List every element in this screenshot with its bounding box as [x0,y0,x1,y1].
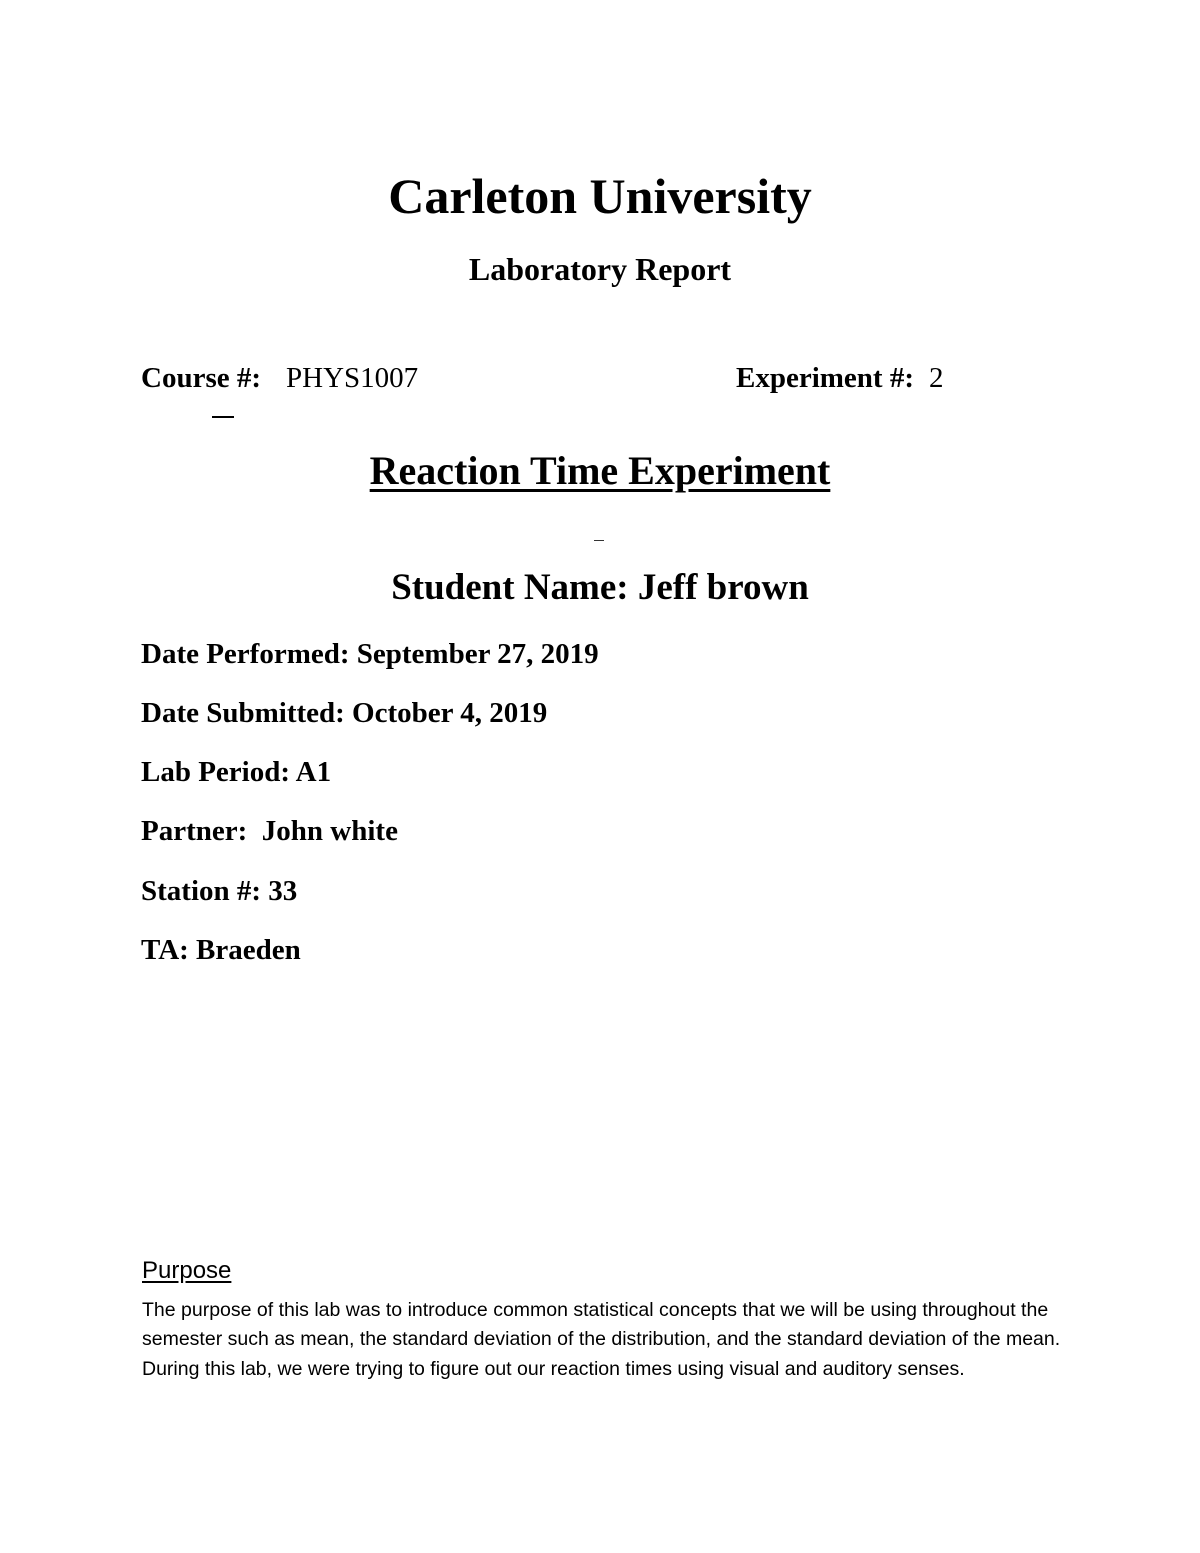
course-label: Course #: [141,362,262,394]
report-type-subtitle: Laboratory Report [468,251,732,287]
purpose-paragraph: The purpose of this lab was to introduce common statistical concepts that we will be using throughout the semester such as mean, the standard deviation of the distribution, and the standard deviation of the mean. During this lab, we were trying to figure out our reaction times using visual and auditory senses. [142,1299,1061,1380]
date-performed: Date Performed: September 27, 2019 [141,638,599,670]
experiment-value: 2 [929,362,944,394]
experiment-label: Experiment #: [736,362,914,394]
partner: Partner: John white [141,815,398,847]
course-value: PHYS1007 [286,362,419,394]
date-submitted: Date Submitted: October 4, 2019 [141,697,548,729]
stray-small-dash [594,540,604,541]
station-number: Station #: 33 [141,875,298,907]
experiment-title: Reaction Time Experiment [369,448,831,493]
student-name: Student Name: Jeff brown [391,567,809,608]
lab-period: Lab Period: A1 [141,756,332,788]
purpose-heading: Purpose [142,1257,232,1284]
stray-dash-mark [212,416,234,418]
teaching-assistant: TA: Braeden [141,934,301,966]
university-title: Carleton University [388,168,812,224]
